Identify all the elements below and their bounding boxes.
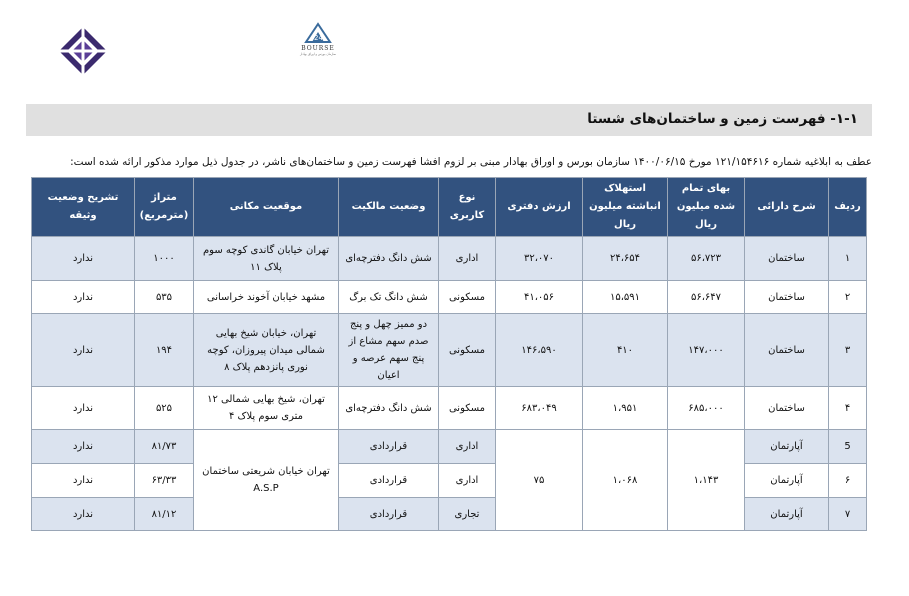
cell-row-number: 5 xyxy=(829,430,867,464)
cell-asset: آپارتمان xyxy=(745,430,829,464)
cell-book-value: ۱۴۶،۵۹۰ xyxy=(496,314,583,387)
cell-area: ۱۹۴ xyxy=(135,314,194,387)
cell-cost: ۱۴۷،۰۰۰ xyxy=(668,314,745,387)
cell-book-value: ۶۸۳،۰۴۹ xyxy=(496,387,583,430)
intro-paragraph: عطف به ابلاغیه شماره ۱۲۱/۱۵۴۶۱۶ مورخ ۱۴۰۰/۰۶/۱۵ سازمان بورس و اوراق بهادار مبنی بر لزوم افشا فهرست زمین و ساختمان‌های ناشر، در جدول ذیل موارد مذکور ارائه شده است: xyxy=(70,156,872,168)
cell-ownership: شش دانگ دفترچه‌ای xyxy=(339,237,439,281)
cell-usage: مسکونی xyxy=(439,387,496,430)
table-row xyxy=(32,430,867,464)
company-logo xyxy=(58,26,108,76)
cell-asset: آپارتمان xyxy=(745,464,829,498)
cell-cost: ۵۶،۷۲۳ xyxy=(668,237,745,281)
cell-usage: اداری xyxy=(439,430,496,464)
cell-usage: تجاری xyxy=(439,498,496,531)
cell-book-value: ۴۱،۰۵۶ xyxy=(496,281,583,314)
cell-row-number: ۳ xyxy=(829,314,867,387)
cell-ownership: قراردادی xyxy=(339,464,439,498)
cell-depreciation: ۱۵،۵۹۱ xyxy=(583,281,668,314)
cell-cost: ۶۸۵،۰۰۰ xyxy=(668,387,745,430)
cell-cost: ۵۶،۶۴۷ xyxy=(668,281,745,314)
cell-depreciation: ۲۴،۶۵۴ xyxy=(583,237,668,281)
cell-location-merged: تهران خیابان شریعتی ساختمان A.S.P xyxy=(194,430,339,531)
cell-area: ۸۱/۷۳ xyxy=(135,430,194,464)
cell-ownership: دو ممیز چهل و پنج صدم سهم مشاع از پنج سهم عرصه و اعیان xyxy=(339,314,439,387)
cell-location: تهران، شیخ بهایی شمالی ۱۲ متری سوم پلاک ۴ xyxy=(194,387,339,430)
cell-collateral: ندارد xyxy=(32,430,135,464)
table-row xyxy=(32,281,867,314)
header-cell-location: موقعیت مکانی xyxy=(194,178,339,237)
cell-depreciation: ۱،۹۵۱ xyxy=(583,387,668,430)
table-row xyxy=(32,387,867,430)
header-cell-depreciation: استهلاک انباشته میلیون ریال xyxy=(583,178,668,237)
cell-collateral: ندارد xyxy=(32,498,135,531)
cell-depreciation-merged: ۱،۰۶۸ xyxy=(583,430,668,531)
cell-collateral: ندارد xyxy=(32,387,135,430)
diamond-logo-icon xyxy=(58,26,108,76)
cell-collateral: ندارد xyxy=(32,464,135,498)
land-buildings-table xyxy=(31,177,867,531)
cell-area: ۵۳۵ xyxy=(135,281,194,314)
cell-row-number: ۱ xyxy=(829,237,867,281)
header-cell-area: متراژ (مترمربع) xyxy=(135,178,194,237)
cell-cost-merged: ۱،۱۴۳ xyxy=(668,430,745,531)
cell-collateral: ندارد xyxy=(32,281,135,314)
cell-book-value-merged: ۷۵ xyxy=(496,430,583,531)
cell-collateral: ندارد xyxy=(32,237,135,281)
cell-ownership: قراردادی xyxy=(339,498,439,531)
cell-ownership: شش دانگ تک برگ xyxy=(339,281,439,314)
cell-location: مشهد خیابان آخوند خراسانی xyxy=(194,281,339,314)
cell-row-number: ۴ xyxy=(829,387,867,430)
header-cell-asset: شرح دارائی xyxy=(745,178,829,237)
cell-book-value: ۳۲،۰۷۰ xyxy=(496,237,583,281)
cell-usage: مسکونی xyxy=(439,281,496,314)
table-row xyxy=(32,237,867,281)
cell-asset: ساختمان xyxy=(745,237,829,281)
cell-area: ۸۱/۱۲ xyxy=(135,498,194,531)
cell-area: ۱۰۰۰ xyxy=(135,237,194,281)
svg-text:24: 24 xyxy=(314,34,323,42)
section-title: ۱-۱- فهرست زمین و ساختمان‌های شستا xyxy=(587,111,858,127)
cell-area: ۵۲۵ xyxy=(135,387,194,430)
header-cell-row-number: ردیف xyxy=(829,178,867,237)
cell-usage: اداری xyxy=(439,237,496,281)
cell-collateral: ندارد xyxy=(32,314,135,387)
cell-usage: مسکونی xyxy=(439,314,496,387)
cell-ownership: قراردادی xyxy=(339,430,439,464)
header-cell-cost: بهای تمام شده میلیون ریال xyxy=(668,178,745,237)
section-header-bar xyxy=(26,104,872,136)
cell-location: تهران، خیابان شیخ بهایی شمالی میدان پیروزان، کوچه نوری پانزدهم پلاک ۸ xyxy=(194,314,339,387)
cell-depreciation: ۴۱۰ xyxy=(583,314,668,387)
cell-asset: ساختمان xyxy=(745,387,829,430)
cell-asset: ساختمان xyxy=(745,314,829,387)
cell-row-number: ۶ xyxy=(829,464,867,498)
cell-row-number: ۲ xyxy=(829,281,867,314)
table-header-row xyxy=(32,178,867,237)
cell-usage: اداری xyxy=(439,464,496,498)
bourse-logo-subtext: سازمان بورس و اوراق بهادار xyxy=(299,52,336,56)
cell-location: تهران خیابان گاندی کوچه سوم پلاک ۱۱ xyxy=(194,237,339,281)
header-cell-ownership: وضعیت مالکیت xyxy=(339,178,439,237)
header-cell-book-value: ارزش دفتری xyxy=(496,178,583,237)
table-row xyxy=(32,314,867,387)
cell-asset: آپارتمان xyxy=(745,498,829,531)
bourse-logo xyxy=(290,22,346,68)
cell-row-number: ۷ xyxy=(829,498,867,531)
cell-ownership: شش دانگ دفترچه‌ای xyxy=(339,387,439,430)
header-cell-collateral: تشریح وضعیت وثیقه xyxy=(32,178,135,237)
bourse-mark-icon xyxy=(304,22,332,44)
cell-area: ۶۳/۳۳ xyxy=(135,464,194,498)
cell-asset: ساختمان xyxy=(745,281,829,314)
bourse-logo-text: BOURSE xyxy=(301,45,335,52)
header-cell-usage: نوع کاربری xyxy=(439,178,496,237)
